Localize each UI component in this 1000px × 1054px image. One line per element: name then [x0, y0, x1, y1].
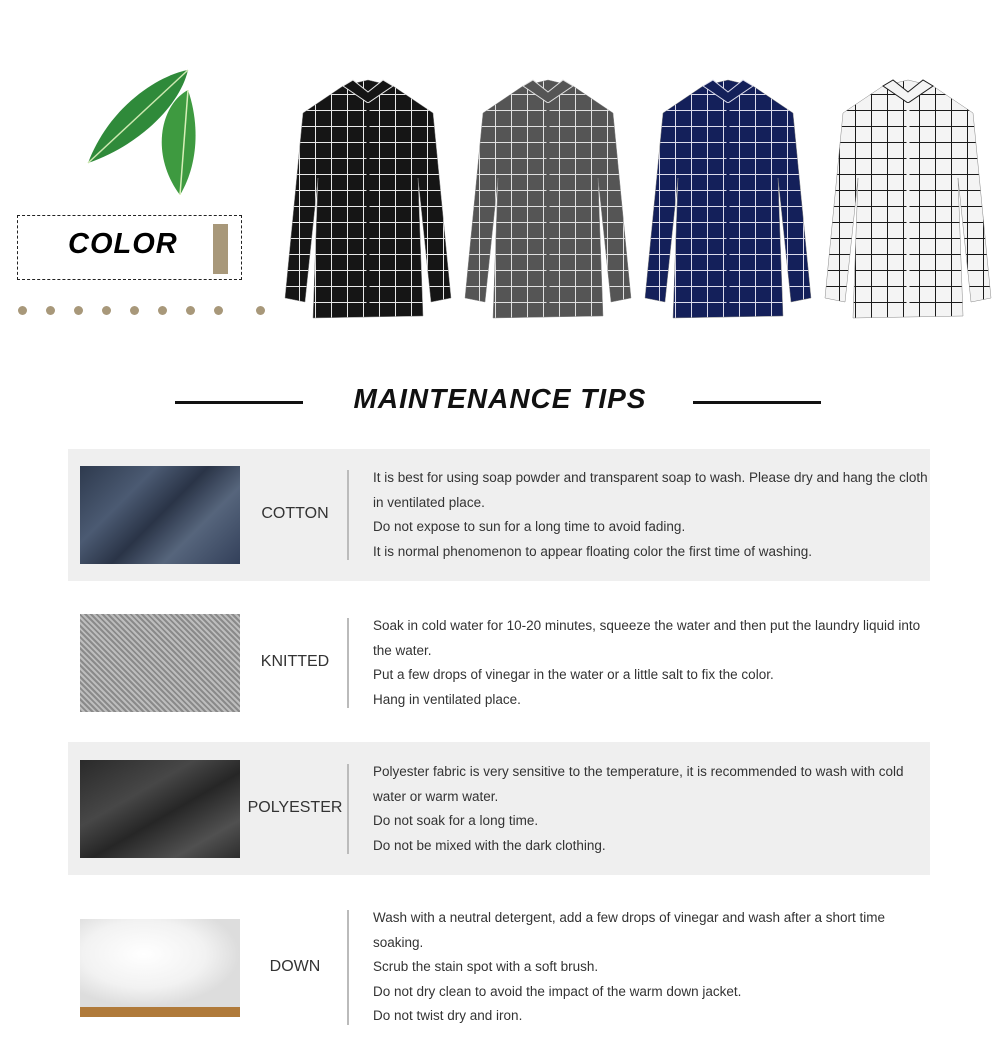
- tip-line: It is best for using soap powder and transparent soap to wash. Please dry and hang the cloth in ventilated place.: [373, 470, 928, 510]
- divider-right: [693, 401, 821, 404]
- fabric-swatch-image: [80, 466, 240, 564]
- accent-bar: [213, 224, 228, 274]
- fabric-swatch-image: [80, 614, 240, 712]
- separator: [347, 470, 349, 560]
- tip-line: Do not soak for a long time.: [373, 813, 539, 828]
- fabric-row-polyester: [68, 742, 930, 875]
- fabric-row-cotton: [68, 449, 930, 581]
- tip-line: Do not dry clean to avoid the impact of the warm down jacket.: [373, 983, 742, 999]
- tip-line: Scrub the stain spot with a soft brush.: [373, 959, 599, 974]
- shirt-white[interactable]: [823, 78, 993, 323]
- tip-line: It is normal phenomenon to appear floating color the first time of washing.: [373, 543, 812, 559]
- fabric-label: POLYESTER: [247, 799, 343, 816]
- tips-list: [373, 614, 928, 712]
- tip-line: Soak in cold water for 10-20 minutes, squeeze the water and then put the laundry liquid into the water.: [373, 618, 921, 658]
- divider-left: [175, 401, 303, 404]
- shirt-black[interactable]: [283, 78, 453, 323]
- decorative-dots: [18, 306, 273, 318]
- maintenance-title: MAINTENANCE TIPS: [353, 383, 647, 414]
- tip-line: Polyester fabric is very sensitive to the temperature, it is recommended to wash with cold water or warm water.: [373, 764, 904, 804]
- tip-line: Do not expose to sun for a long time to avoid fading.: [373, 519, 686, 534]
- fabric-swatch-image: [80, 919, 240, 1017]
- fabric-swatch-image: [80, 760, 240, 858]
- tip-line: Do not be mixed with the dark clothing.: [373, 837, 606, 853]
- tip-line: Do not twist dry and iron.: [373, 1008, 523, 1023]
- fabric-label: KNITTED: [260, 653, 330, 670]
- fabric-row-down: [68, 895, 930, 1040]
- separator: [347, 618, 349, 708]
- separator: [347, 910, 349, 1025]
- fabric-label: DOWN: [269, 958, 321, 975]
- color-heading: COLOR: [68, 228, 178, 260]
- tip-line: Put a few drops of vinegar in the water or a little salt to fix the color.: [373, 667, 774, 682]
- shirt-gray[interactable]: [463, 78, 633, 323]
- tips-list: [373, 760, 928, 858]
- maintenance-title-bar: [0, 380, 1000, 415]
- fabric-label: COTTON: [261, 505, 329, 522]
- tips-list: [373, 466, 928, 564]
- tips-list: [373, 906, 928, 1029]
- palm-leaf-icon: [80, 65, 200, 200]
- separator: [347, 764, 349, 854]
- color-heading-box: [17, 215, 242, 280]
- shirt-navy[interactable]: [643, 78, 813, 323]
- tip-line: Wash with a neutral detergent, add a few drops of vinegar and wash after a short time soaking.: [373, 910, 886, 950]
- tip-line: Hang in ventilated place.: [373, 691, 521, 707]
- fabric-row-knitted: [68, 600, 930, 725]
